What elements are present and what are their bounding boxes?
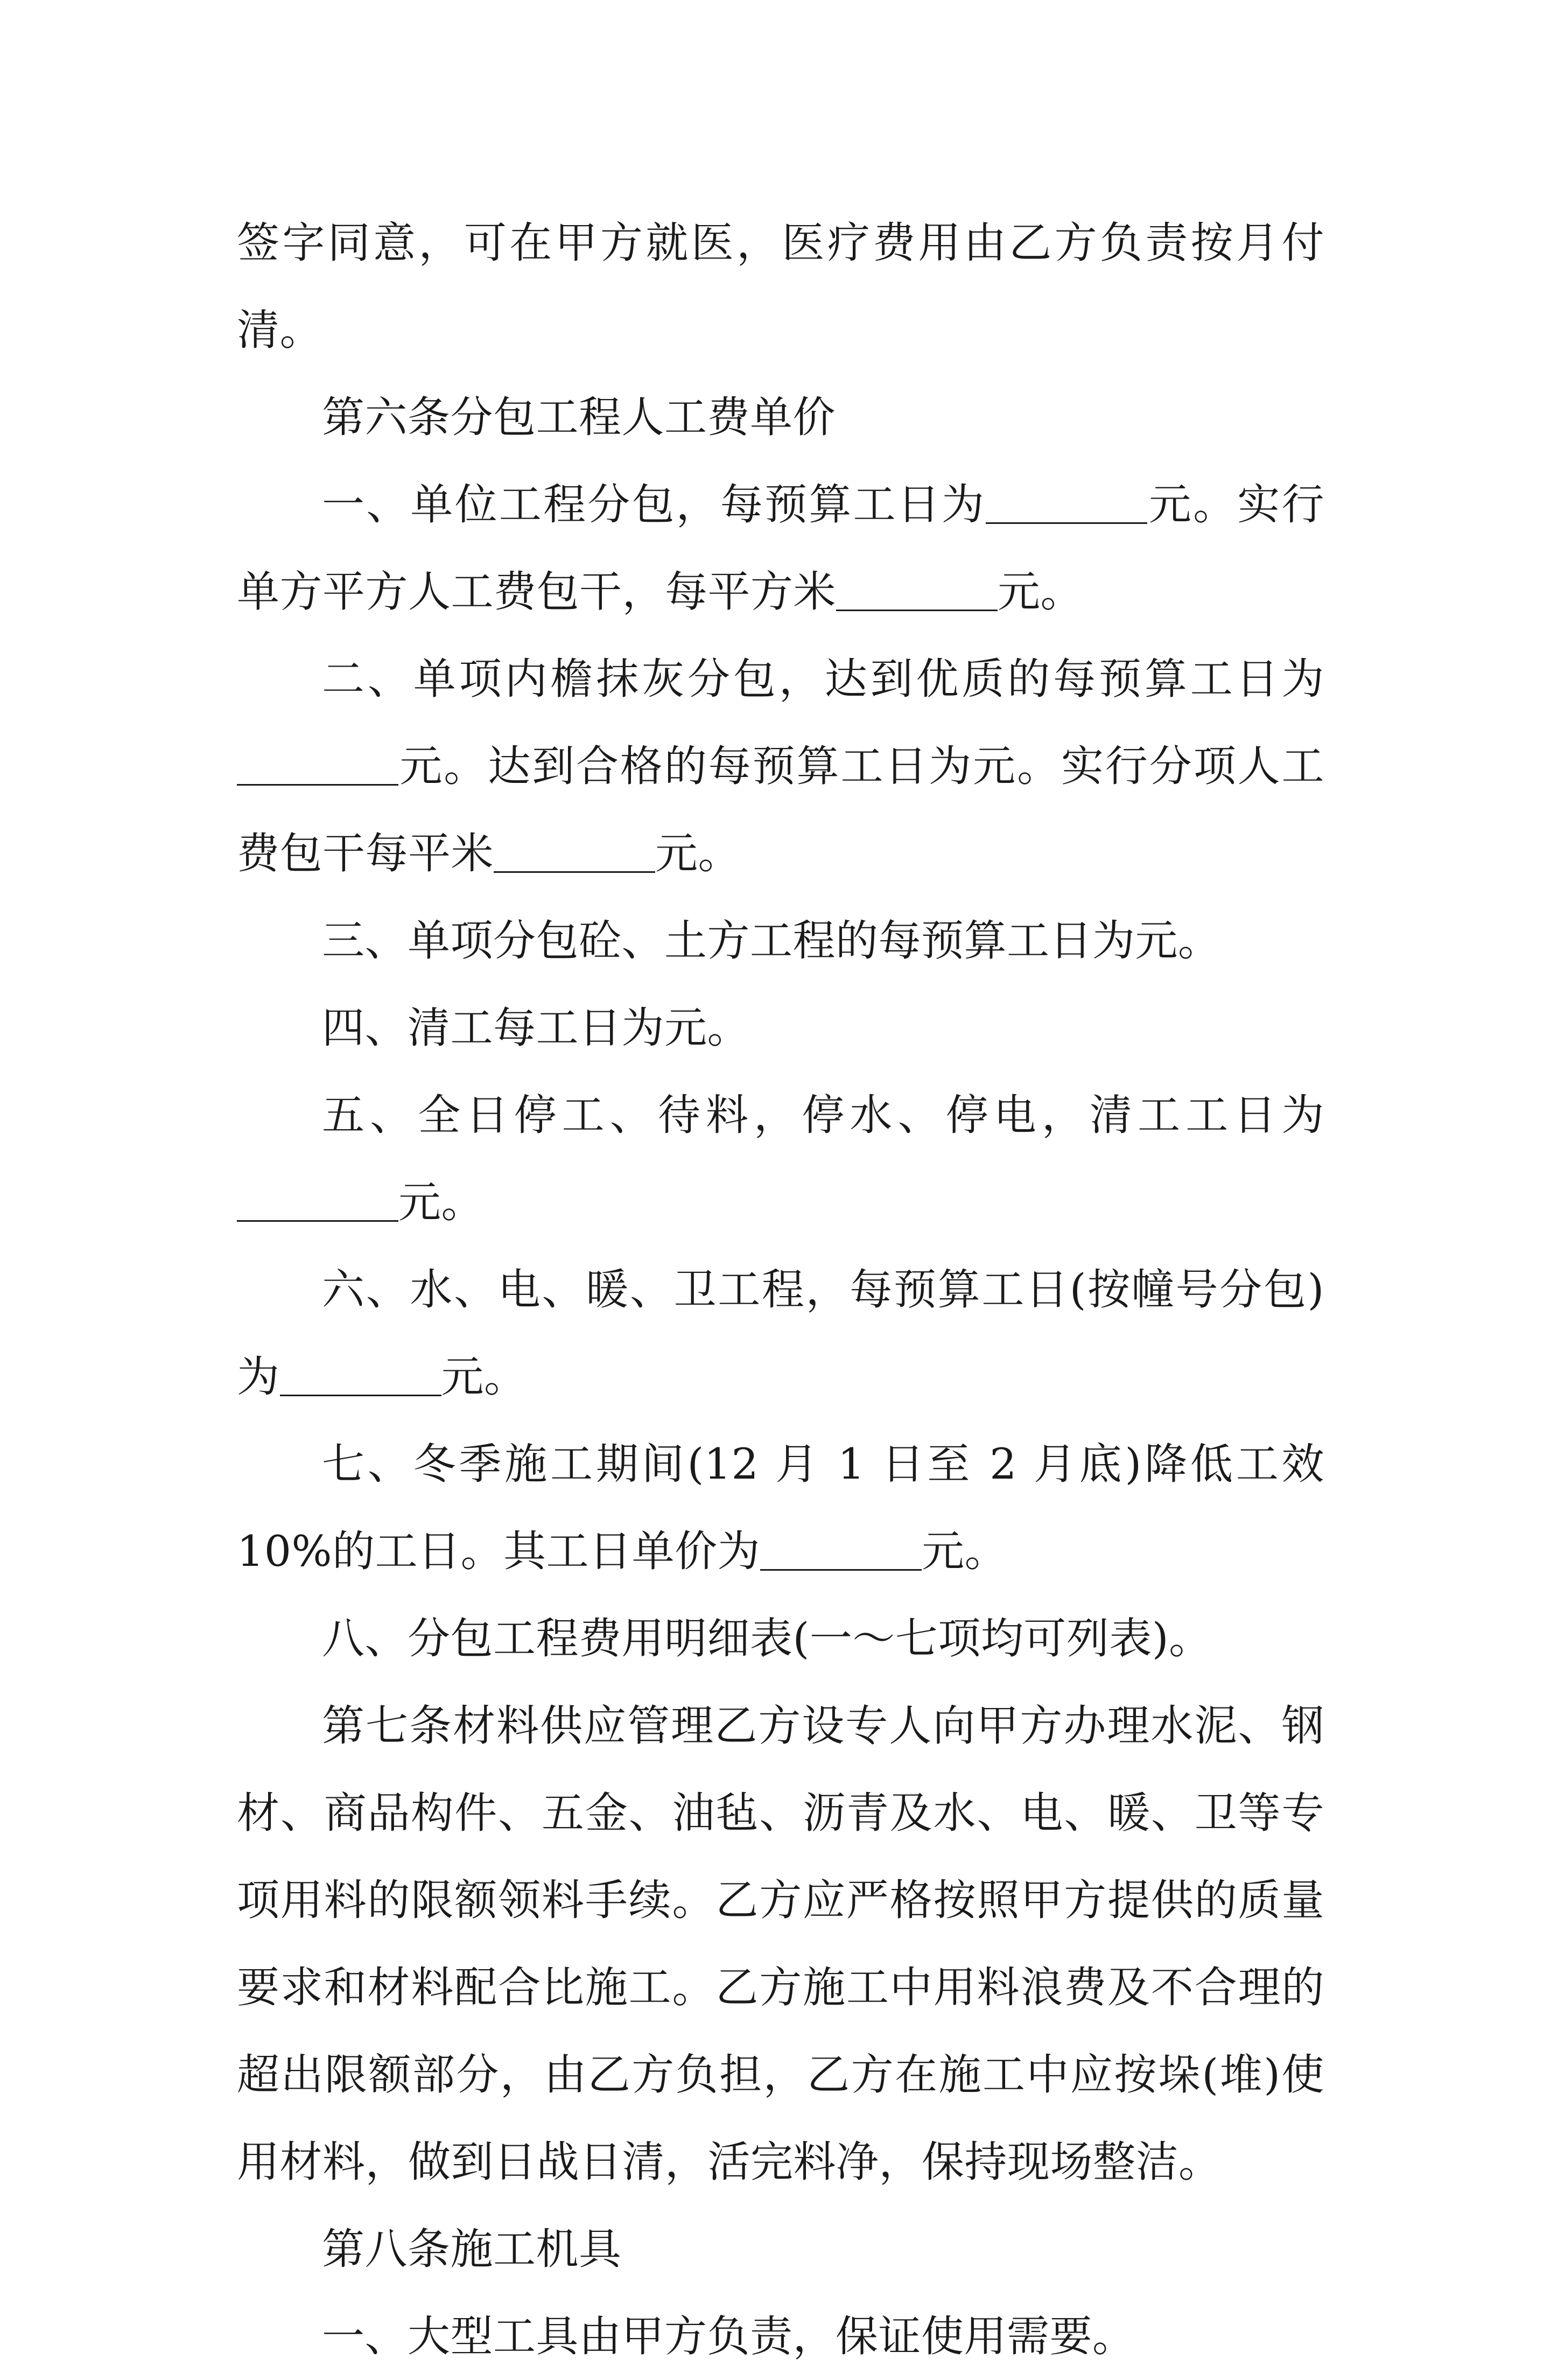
article-6-heading: 第六条分包工程人工费单价 — [322, 393, 836, 442]
clause-6-utilities: 六、水、电、暖、卫工程，每预算工日(按幢号分包)为 元。 — [237, 1265, 1324, 1402]
fill-blank-line — [836, 565, 998, 612]
document-body — [237, 199, 1324, 2380]
fill-blank-line — [280, 1350, 441, 1397]
paragraph-medical-fees: 签字同意，可在甲方就医，医疗费用由乙方负责按月付清。 — [237, 218, 1324, 355]
clause-4-cleanup: 四、清工每工日为元。 — [322, 1003, 750, 1053]
fill-blank-line — [237, 1176, 398, 1222]
clause-7-winter: 七、冬季施工期间(12 月 1 日至 2 月底)降低工效 10%的工日。其工日单价为 元。 — [237, 1439, 1324, 1576]
fill-blank-line — [986, 478, 1147, 524]
clause-8-cost-table: 八、分包工程费用明细表(一～七项均可列表)。 — [322, 1614, 1212, 1663]
clause-1-large-tools: 一、大型工具由甲方负责，保证使用需要。 — [322, 2312, 1135, 2361]
clause-5-stoppage: 五、全日停工、待料，停水、停电，清工工日为元。 — [237, 1072, 1324, 1246]
article-7-materials: 第七条材料供应管理乙方设专人向甲方办理水泥、钢材、商品构件、五金、油毡、沥青及水、电、暖、卫等专项用料的限额领料手续。乙方应严格按照甲方提供的质量要求和材料配合比施工。乙方施工中用料浪费及不合理的超出限额部分，由乙方负担，乙方在施工中应按垛(堆)使用材料，做到日战日清，活完料净，保持现场整洁。 — [237, 1701, 1324, 2187]
fill-blank-line — [237, 740, 398, 786]
clause-2-plastering: 二、单项内檐抹灰分包，达到优质的每预算工日为元。达到合格的每预算工日为元。实行分项人工费包干每平米 元。 — [237, 654, 1324, 878]
clause-3-concrete-earthwork: 三、单项分包砼、土方工程的每预算工日为元。 — [322, 916, 1221, 965]
article-8-heading: 第八条施工机具 — [322, 2224, 622, 2274]
fill-blank-line — [494, 827, 655, 873]
clause-1-unit-project: 一、单位工程分包，每预算工日为 元。实行单方平方人工费包干，每平方米 元。 — [237, 461, 1324, 635]
fill-blank-line — [760, 1525, 922, 1571]
